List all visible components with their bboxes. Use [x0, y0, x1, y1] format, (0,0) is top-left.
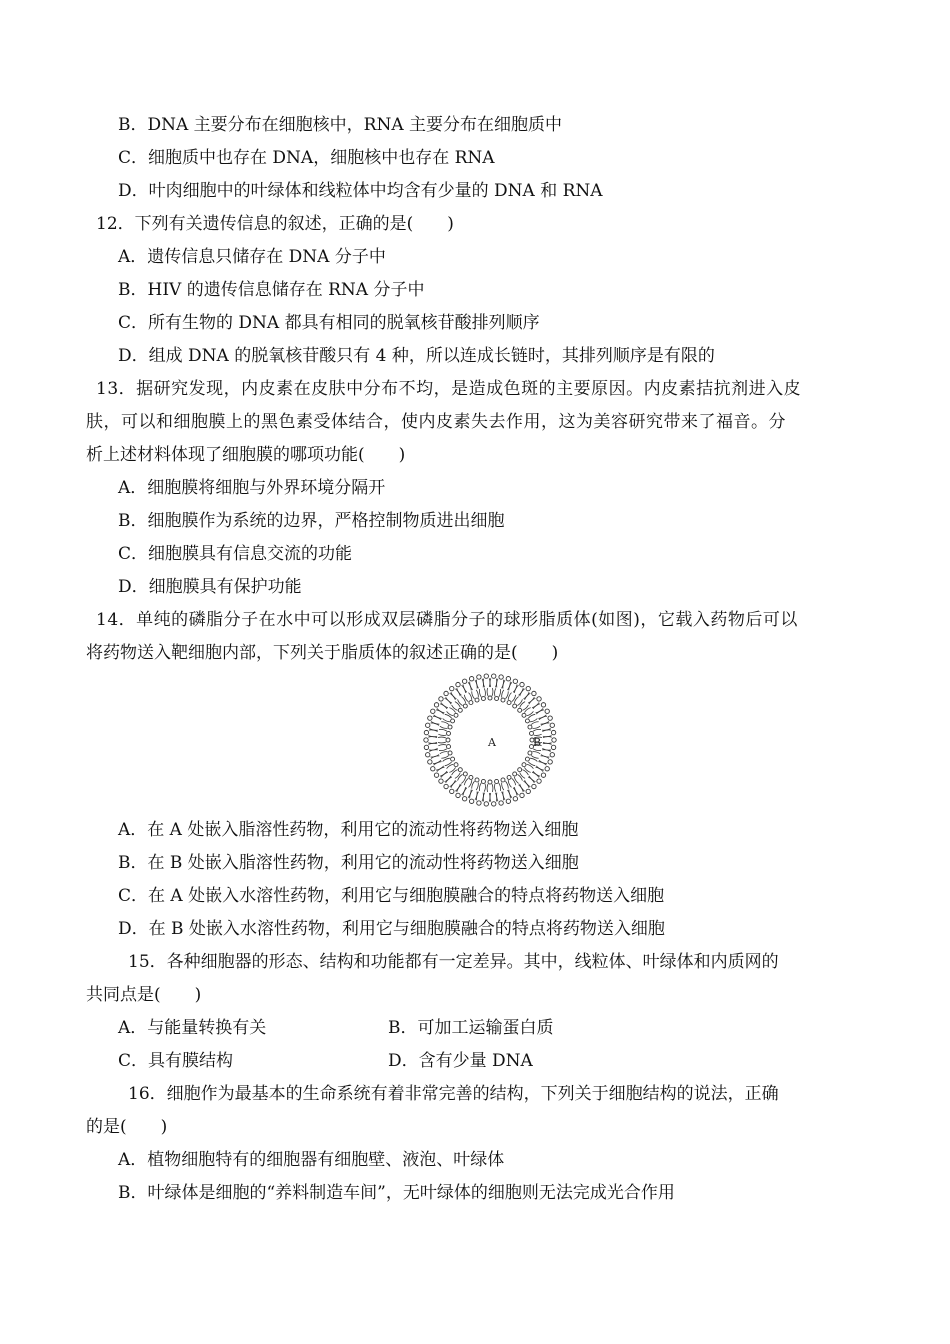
q12-option-b: B．HIV 的遗传信息储存在 RNA 分子中	[118, 280, 425, 300]
q15-option-b: B．可加工运输蛋白质	[388, 1018, 554, 1038]
phospholipid-tail	[502, 690, 504, 698]
q16-stem-line-2: 的是( )	[86, 1117, 168, 1137]
phospholipid-tail	[444, 776, 450, 782]
q12-option-a: A．遗传信息只储存在 DNA 分子中	[118, 247, 386, 267]
phospholipid-tail	[441, 702, 448, 707]
phospholipid-tail	[525, 780, 531, 787]
phospholipid-tail	[457, 785, 462, 792]
phospholipid-tail	[505, 691, 508, 698]
liposome-figure	[420, 670, 560, 810]
phospholipid-tail	[441, 722, 448, 725]
phospholipid-head	[458, 708, 462, 712]
q12-stem: 12．下列有关遗传信息的叙述，正确的是( )	[96, 214, 454, 234]
phospholipid-head	[484, 802, 488, 806]
phospholipid-head	[462, 679, 466, 683]
phospholipid-head	[456, 682, 460, 686]
q14-option-c: C．在 A 处嵌入水溶性药物，利用它与细胞膜融合的特点将药物送入细胞	[118, 886, 665, 906]
phospholipid-tail	[431, 755, 439, 757]
phospholipid-head	[463, 772, 467, 776]
phospholipid-tail	[530, 758, 537, 761]
phospholipid-tail	[455, 689, 460, 696]
phospholipid-head	[525, 757, 529, 761]
phospholipid-head	[458, 768, 462, 772]
phospholipid-tail	[495, 688, 496, 696]
phospholipid-head	[522, 763, 526, 767]
phospholipid-head	[454, 713, 458, 717]
phospholipid-tail	[505, 781, 508, 788]
q14-option-b: B．在 B 处嵌入脂溶性药物，利用它的流动性将药物送入细胞	[118, 853, 579, 873]
q12-option-d: D．组成 DNA 的脱氧核苷酸只有 4 种，所以连成长链时，其排列顺序是有限的	[118, 346, 715, 366]
phospholipid-tail	[519, 785, 524, 792]
phospholipid-head	[506, 799, 510, 803]
phospholipid-head	[492, 802, 496, 806]
phospholipid-tail	[531, 722, 538, 725]
phospholipid-head	[541, 773, 545, 777]
phospholipid-head	[450, 789, 454, 793]
phospholipid-tail	[532, 726, 540, 728]
phospholipid-head	[439, 697, 443, 701]
phospholipid-head	[537, 779, 541, 783]
q13-option-b: B．细胞膜作为系统的边界，严格控制物质进出细胞	[118, 511, 505, 531]
phospholipid-head	[499, 801, 503, 805]
q16-option-a: A．植物细胞特有的细胞器有细胞壁、液泡、叶绿体	[118, 1150, 505, 1170]
phospholipid-tail	[532, 702, 539, 707]
phospholipid-tail	[484, 784, 485, 792]
phospholipid-head	[506, 676, 510, 680]
phospholipid-tail	[444, 698, 450, 704]
phospholipid-tail	[443, 758, 450, 761]
phospholipid-head	[484, 674, 488, 678]
q11-option-c: C．细胞质中也存在 DNA，细胞核中也存在 RNA	[118, 148, 495, 168]
q14-stem-line-1: 14．单纯的磷脂分子在水中可以形成双层磷脂分子的球形脂质体(如图)，它载入药物后可以	[96, 610, 798, 630]
phospholipid-tail	[492, 784, 493, 792]
phospholipid-head	[537, 697, 541, 701]
phospholipid-tail	[489, 793, 490, 802]
phospholipid-head	[469, 775, 473, 779]
phospholipid-head	[475, 778, 479, 782]
phospholipid-tail	[441, 772, 448, 777]
phospholipid-head	[477, 801, 481, 805]
phospholipid-tail	[533, 704, 540, 709]
phospholipid-tail	[532, 772, 539, 777]
q14-stem-line-2: 将药物送入靶细胞内部，下列关于脂质体的叙述正确的是( )	[86, 643, 559, 663]
q11-option-d: D．叶肉细胞中的叶绿体和线粒体中均含有少量的 DNA 和 RNA	[118, 181, 603, 201]
phospholipid-tail	[440, 752, 448, 754]
phospholipid-head	[507, 775, 511, 779]
phospholipid-head	[447, 745, 451, 749]
phospholipid-head	[488, 780, 492, 784]
phospholipid-tail	[479, 783, 481, 791]
q15-stem-line-2: 共同点是( )	[86, 985, 202, 1005]
phospholipid-head	[469, 701, 473, 705]
phospholipid-head	[448, 725, 452, 729]
phospholipid-tail	[438, 745, 446, 746]
label-a: A	[488, 736, 496, 749]
q15-option-d: D．含有少量 DNA	[388, 1051, 533, 1071]
phospholipid-head	[551, 745, 555, 749]
phospholipid-head	[528, 751, 532, 755]
phospholipid-tail	[446, 777, 452, 783]
phospholipid-head	[439, 779, 443, 783]
phospholipid-head	[463, 704, 467, 708]
phospholipid-tail	[524, 781, 530, 788]
phospholipid-head	[550, 723, 554, 727]
phospholipid-tail	[439, 729, 447, 731]
phospholipid-head	[492, 674, 496, 678]
phospholipid-head	[434, 773, 438, 777]
q13-stem-line-3: 析上述材料体现了细胞膜的哪项功能( )	[86, 445, 406, 465]
phospholipid-tail	[520, 689, 525, 696]
q16-option-b: B．叶绿体是细胞的“养料制造车间”，无叶绿体的细胞则无法完成光合作用	[118, 1183, 675, 1203]
phospholipid-tail	[490, 678, 491, 687]
phospholipid-head	[532, 784, 536, 788]
phospholipid-tail	[508, 693, 511, 700]
phospholipid-head	[507, 701, 511, 705]
phospholipid-head	[444, 691, 448, 695]
phospholipid-tail	[532, 752, 540, 754]
phospholipid-head	[444, 784, 448, 788]
phospholipid-tail	[533, 771, 540, 776]
phospholipid-tail	[440, 726, 448, 728]
q15-stem-line-1: 15．各种细胞器的形态、结构和功能都有一定差异。其中，线粒体、叶绿体和内质网的	[128, 952, 779, 972]
phospholipid-tail	[469, 780, 472, 787]
phospholipid-tail	[450, 693, 456, 700]
phospholipid-head	[431, 709, 435, 713]
phospholipid-head	[431, 767, 435, 771]
phospholipid-head	[522, 713, 526, 717]
phospholipid-head	[520, 793, 524, 797]
q14-option-d: D．在 B 处嵌入水溶性药物，利用它与细胞膜融合的特点将药物送入细胞	[118, 919, 665, 939]
phospholipid-head	[545, 767, 549, 771]
phospholipid-tail	[492, 688, 493, 696]
phospholipid-tail	[438, 742, 446, 743]
phospholipid-tail	[439, 749, 447, 751]
phospholipid-tail	[502, 782, 504, 790]
phospholipid-tail	[457, 688, 462, 695]
phospholipid-head	[513, 679, 517, 683]
phospholipid-head	[454, 763, 458, 767]
phospholipid-head	[434, 703, 438, 707]
phospholipid-tail	[484, 688, 485, 696]
phospholipid-head	[548, 716, 552, 720]
phospholipid-tail	[428, 742, 437, 743]
phospholipid-head	[520, 682, 524, 686]
phospholipid-head	[513, 797, 517, 801]
phospholipid-head	[525, 719, 529, 723]
phospholipid-tail	[530, 719, 537, 722]
phospholipid-head	[528, 725, 532, 729]
phospholipid-head	[424, 730, 428, 734]
phospholipid-tail	[520, 784, 525, 791]
phospholipid-tail	[446, 697, 452, 703]
q13-stem-line-1: 13．据研究发现，内皮素在皮肤中分布不均，是造成色斑的主要原因。内皮素拮抗剂进入皮	[96, 379, 802, 399]
phospholipid-head	[448, 751, 452, 755]
phospholipid-tail	[443, 719, 450, 722]
phospholipid-head	[548, 760, 552, 764]
phospholipid-tail	[499, 783, 501, 791]
phospholipid-tail	[499, 689, 501, 697]
phospholipid-tail	[525, 693, 531, 700]
phospholipid-head	[501, 698, 505, 702]
phospholipid-head	[481, 779, 485, 783]
phospholipid-tail	[529, 698, 535, 704]
phospholipid-head	[451, 757, 455, 761]
phospholipid-head	[447, 731, 451, 735]
phospholipid-tail	[528, 697, 534, 703]
phospholipid-tail	[533, 729, 541, 731]
phospholipid-head	[424, 745, 428, 749]
phospholipid-tail	[472, 691, 475, 698]
phospholipid-tail	[529, 776, 535, 782]
q15-option-c: C．具有膜结构	[118, 1051, 234, 1071]
q13-option-c: C．细胞膜具有信息交流的功能	[118, 544, 353, 564]
q16-stem-line-1: 16．细胞作为最基本的生命系统有着非常完善的结构，下列关于细胞结构的说法，正确	[128, 1084, 779, 1104]
phospholipid-tail	[533, 749, 541, 751]
phospholipid-head	[451, 719, 455, 723]
phospholipid-tail	[524, 692, 530, 699]
phospholipid-head	[518, 708, 522, 712]
phospholipid-head	[426, 723, 430, 727]
phospholipid-head	[529, 731, 533, 735]
phospholipid-head	[428, 760, 432, 764]
phospholipid-head	[541, 703, 545, 707]
phospholipid-tail	[472, 781, 475, 788]
phospholipid-tail	[455, 784, 460, 791]
phospholipid-head	[550, 753, 554, 757]
phospholipid-head	[552, 738, 556, 742]
phospholipid-head	[469, 799, 473, 803]
phospholipid-tail	[519, 688, 524, 695]
phospholipid-head	[551, 730, 555, 734]
label-b: B	[533, 736, 542, 749]
q14-option-a: A．在 A 处嵌入脂溶性药物，利用它的流动性将药物送入细胞	[118, 820, 579, 840]
phospholipid-tail	[438, 737, 446, 738]
phospholipid-tail	[450, 780, 456, 787]
phospholipid-tail	[541, 723, 549, 725]
phospholipid-tail	[438, 734, 446, 735]
phospholipid-head	[481, 697, 485, 701]
phospholipid-tail	[487, 688, 488, 696]
phospholipid-head	[495, 779, 499, 783]
phospholipid-head	[446, 738, 450, 742]
phospholipid-head	[513, 772, 517, 776]
phospholipid-head	[428, 716, 432, 720]
q13-stem-line-2: 肤，可以和细胞膜上的黑色素受体结合，使内皮素失去作用，这为美容研究带来了福音。分	[86, 412, 786, 432]
q13-option-d: D．细胞膜具有保护功能	[118, 577, 302, 597]
phospholipid-head	[462, 797, 466, 801]
phospholipid-head	[501, 778, 505, 782]
phospholipid-tail	[528, 777, 534, 783]
phospholipid-head	[518, 768, 522, 772]
phospholipid-tail	[469, 693, 472, 700]
phospholipid-tail	[508, 780, 511, 787]
phospholipid-head	[495, 697, 499, 701]
phospholipid-tail	[441, 755, 448, 758]
phospholipid-head	[469, 676, 473, 680]
phospholipid-head	[532, 691, 536, 695]
phospholipid-tail	[476, 782, 478, 790]
phospholipid-head	[424, 738, 428, 742]
phospholipid-tail	[440, 704, 447, 709]
phospholipid-tail	[479, 689, 481, 697]
phospholipid-tail	[440, 771, 447, 776]
phospholipid-head	[450, 686, 454, 690]
phospholipid-head	[456, 793, 460, 797]
phospholipid-head	[477, 675, 481, 679]
phospholipid-head	[513, 704, 517, 708]
phospholipid-head	[526, 789, 530, 793]
phospholipid-head	[488, 696, 492, 700]
phospholipid-tail	[495, 784, 496, 792]
phospholipid-tail	[487, 784, 488, 792]
phospholipid-head	[426, 753, 430, 757]
q13-option-a: A．细胞膜将细胞与外界环境分隔开	[118, 478, 386, 498]
q15-option-a: A．与能量转换有关	[118, 1018, 267, 1038]
phospholipid-head	[499, 675, 503, 679]
phospholipid-tail	[451, 781, 457, 788]
phospholipid-head	[475, 698, 479, 702]
phospholipid-head	[526, 686, 530, 690]
q12-option-c: C．所有生物的 DNA 都具有相同的脱氧核苷酸排列顺序	[118, 313, 540, 333]
phospholipid-head	[545, 709, 549, 713]
phospholipid-tail	[476, 690, 478, 698]
phospholipid-tail	[531, 755, 538, 758]
q11-option-b: B．DNA 主要分布在细胞核中，RNA 主要分布在细胞质中	[118, 115, 563, 135]
phospholipid-tail	[451, 692, 457, 699]
